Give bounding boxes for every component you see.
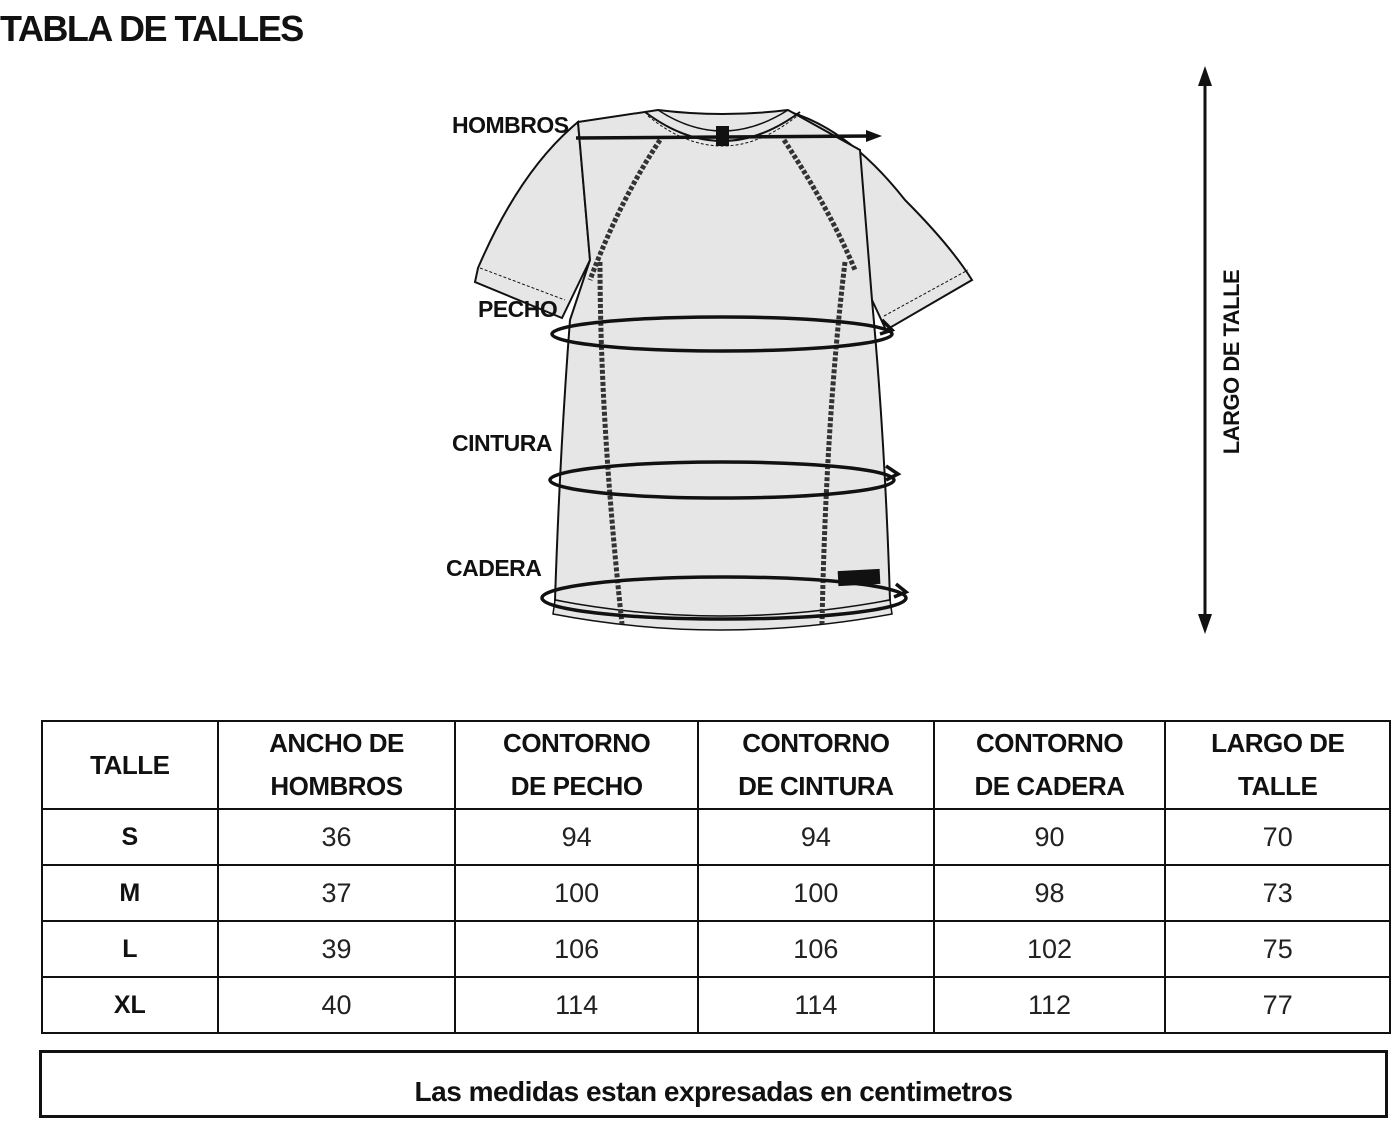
cell-largo: 77 [1165, 977, 1390, 1033]
label-pecho: PECHO [478, 296, 558, 322]
label-cintura: CINTURA [452, 430, 552, 456]
header-talle: TALLE [42, 721, 218, 809]
cell-cintura: 100 [698, 865, 934, 921]
header-contorno-cadera: CONTORNO DE CADERA [934, 721, 1166, 809]
label-largo-de-talle: LARGO DE TALLE [1219, 269, 1244, 455]
header-contorno-pecho: CONTORNO DE PECHO [455, 721, 698, 809]
units-note: Las medidas estan expresadas en centimetros [39, 1050, 1388, 1118]
cell-largo: 70 [1165, 809, 1390, 865]
cell-pecho: 106 [455, 921, 698, 977]
table-row [42, 865, 1390, 921]
table-row [42, 977, 1390, 1033]
header-contorno-cintura: CONTORNO DE CINTURA [698, 721, 934, 809]
cell-hombros: 39 [218, 921, 456, 977]
cell-size: S [42, 809, 218, 865]
table-row [42, 921, 1390, 977]
cell-cintura: 94 [698, 809, 934, 865]
cell-pecho: 100 [455, 865, 698, 921]
cell-largo: 75 [1165, 921, 1390, 977]
size-table [41, 720, 1391, 1034]
cell-cintura: 114 [698, 977, 934, 1033]
table-row [42, 809, 1390, 865]
cell-size: M [42, 865, 218, 921]
tshirt-icon [475, 110, 972, 630]
cell-pecho: 94 [455, 809, 698, 865]
cell-cadera: 98 [934, 865, 1166, 921]
cell-largo: 73 [1165, 865, 1390, 921]
cell-size: XL [42, 977, 218, 1033]
cell-pecho: 114 [455, 977, 698, 1033]
header-largo-talle: LARGO DE TALLE [1165, 721, 1390, 809]
table-header-row [42, 721, 1390, 809]
cell-cadera: 102 [934, 921, 1166, 977]
cell-size: L [42, 921, 218, 977]
label-cadera: CADERA [446, 555, 542, 581]
page-title: TABLA DE TALLES [0, 8, 303, 49]
cell-hombros: 40 [218, 977, 456, 1033]
cell-cintura: 106 [698, 921, 934, 977]
label-hombros: HOMBROS [452, 112, 569, 138]
header-ancho-hombros: ANCHO DE HOMBROS [218, 721, 456, 809]
cell-cadera: 112 [934, 977, 1166, 1033]
cell-hombros: 36 [218, 809, 456, 865]
cell-cadera: 90 [934, 809, 1166, 865]
cell-hombros: 37 [218, 865, 456, 921]
largo-arrow [1198, 66, 1212, 634]
